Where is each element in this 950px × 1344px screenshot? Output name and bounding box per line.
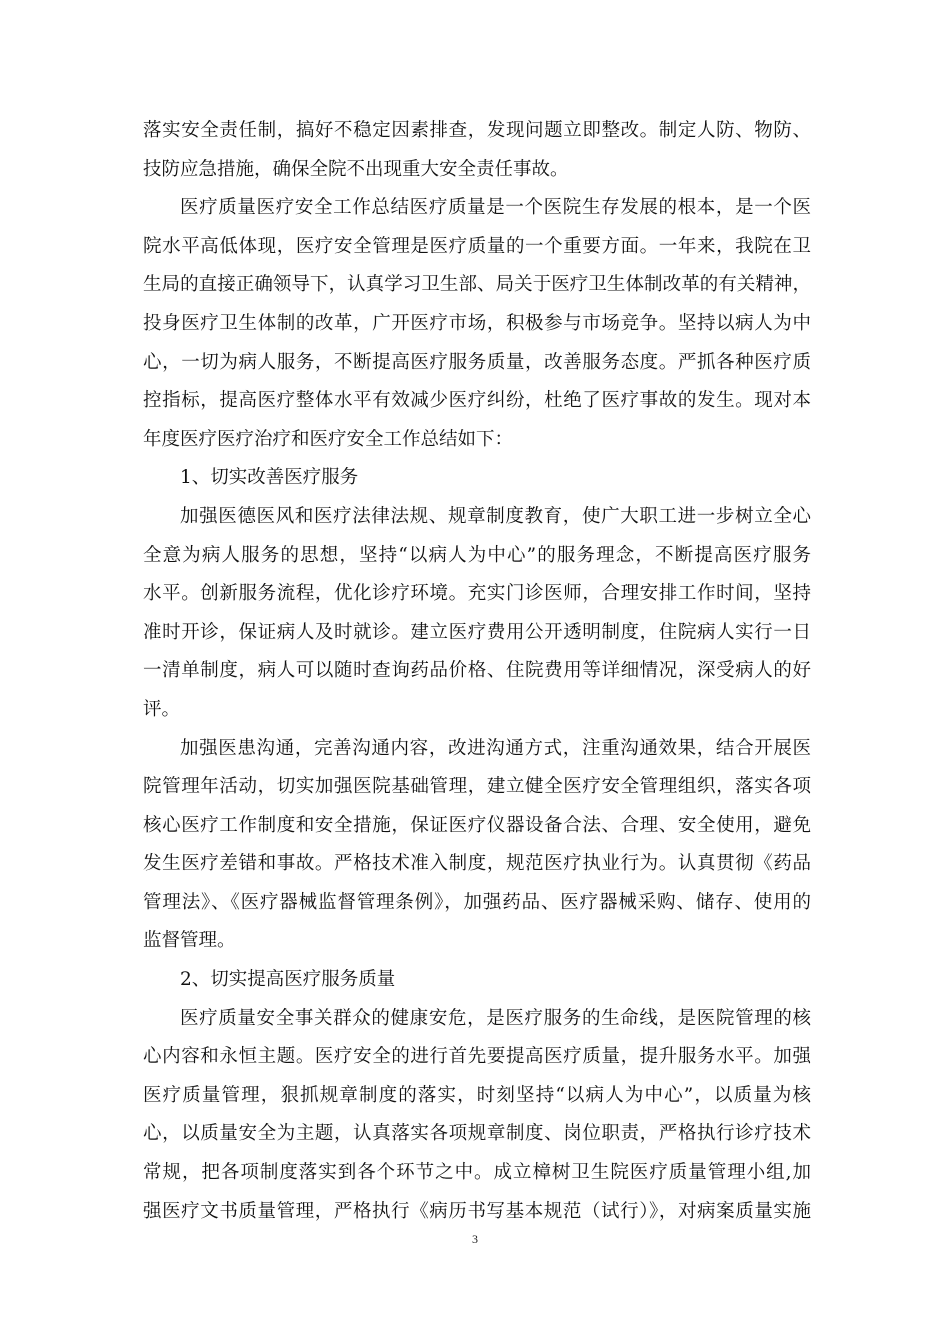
text-line: 生局的直接正确领导下，认真学习卫生部、局关于医疗卫生体制改革的有关精神， <box>143 274 811 296</box>
text-line: 技防应急措施，确保全院不出现重大安全责任事故。 <box>143 158 569 180</box>
text-line: 全意为病人服务的思想，坚持“以病人为中心”的服务理念，不断提高医疗服务 <box>143 544 811 566</box>
text-line: 院管理年活动，切实加强医院基础管理，建立健全医疗安全管理组织，落实各项 <box>143 776 811 798</box>
body-text <box>143 112 811 1231</box>
text-line: 投身医疗卫生体制的改革，广开医疗市场，积极参与市场竞争。坚持以病人为中 <box>143 312 811 334</box>
text-line: 心内容和永恒主题。医疗安全的进行首先要提高医疗质量，提升服务水平。加强 <box>143 1046 811 1068</box>
text-line: 核心医疗工作制度和安全措施，保证医疗仪器设备合法、合理、安全使用，避免 <box>143 814 811 836</box>
text-line: 年度医疗医疗治疗和医疗安全工作总结如下： <box>143 428 514 450</box>
text-line: 控指标，提高医疗整体水平有效减少医疗纠纷，杜绝了医疗事故的发生。现对本 <box>143 390 811 412</box>
text-line: 2、切实提高医疗服务质量 <box>180 969 396 991</box>
text-line: 心，一切为病人服务，不断提高医疗服务质量，改善服务态度。严抓各种医疗质 <box>143 351 811 373</box>
text-line: 医疗质量安全事关群众的健康安危，是医疗服务的生命线，是医院管理的核 <box>180 1007 811 1029</box>
text-line: 医疗质量医疗安全工作总结医疗质量是一个医院生存发展的根本，是一个医 <box>180 197 811 219</box>
text-line: 发生医疗差错和事故。严格技术准入制度，规范医疗执业行为。认真贯彻《药品 <box>143 853 811 875</box>
text-line: 监督管理。 <box>143 930 236 952</box>
text-line: 落实安全责任制，搞好不稳定因素排查，发现问题立即整改。制定人防、物防、 <box>143 120 811 141</box>
text-line: 强医疗文书质量管理，严格执行《病历书写基本规范（试行）》，对病案质量实施 <box>143 1200 811 1222</box>
text-line: 院水平高低体现，医疗安全管理是医疗质量的一个重要方面。一年来，我院在卫 <box>143 235 811 257</box>
text-line: 水平。创新服务流程，优化诊疗环境。充实门诊医师，合理安排工作时间，坚持 <box>143 583 811 605</box>
text-line: 加强医患沟通，完善沟通内容，改进沟通方式，注重沟通效果，结合开展医 <box>180 737 811 759</box>
text-line: 医疗质量管理，狠抓规章制度的落实，时刻坚持“以病人为中心”，以质量为核 <box>143 1084 811 1106</box>
text-line: 常规，把各项制度落实到各个环节之中。成立樟树卫生院医疗质量管理小组,加 <box>143 1162 811 1184</box>
text-line: 准时开诊，保证病人及时就诊。建立医疗费用公开透明制度，住院病人实行一日 <box>143 621 811 643</box>
text-line: 加强医德医风和医疗法律法规、规章制度教育，使广大职工进一步树立全心 <box>180 505 811 527</box>
text-line: 心，以质量安全为主题，认真落实各项规章制度、岗位职责，严格执行诊疗技术 <box>143 1123 811 1145</box>
text-line: 1、切实改善医疗服务 <box>180 467 359 489</box>
page-number: 3 <box>472 1232 478 1246</box>
text-line: 管理法》、《医疗器械监督管理条例》，加强药品、医疗器械采购、储存、使用的 <box>143 891 811 913</box>
text-line: 评。 <box>143 698 181 720</box>
text-line: 一清单制度，病人可以随时查询药品价格、住院费用等详细情况，深受病人的好 <box>143 660 811 682</box>
